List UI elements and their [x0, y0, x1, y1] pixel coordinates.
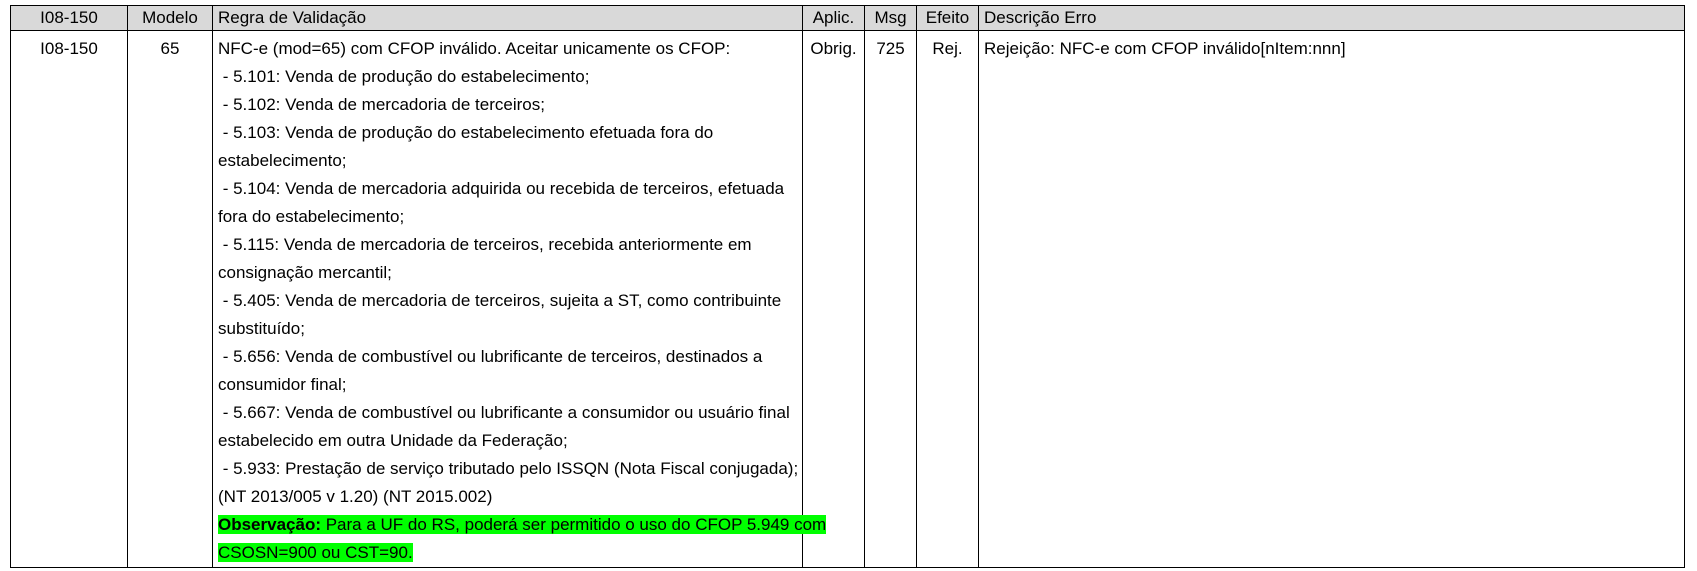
rule-line: consignação mercantil; [218, 263, 392, 282]
rule-line: - 5.405: Venda de mercadoria de terceiros, sujeita a ST, como contribuinte [218, 291, 782, 310]
validation-rules-table [10, 5, 1685, 568]
rule-line: - 5.656: Venda de combustível ou lubrificante de terceiros, destinados a [218, 347, 763, 366]
header-aplic: Aplic. [803, 6, 865, 31]
observacao-label: Observação: [218, 515, 321, 534]
cell-descricao: Rejeição: NFC-e com CFOP inválido[nItem:nnn] [979, 31, 1685, 568]
header-msg: Msg [865, 6, 917, 31]
observacao-text-2: CSOSN=900 ou CST=90. [218, 543, 413, 562]
rule-line: estabelecimento; [218, 151, 347, 170]
rule-line: - 5.667: Venda de combustível ou lubrificante a consumidor ou usuário final [218, 403, 790, 422]
rule-line: - 5.933: Prestação de serviço tributado pelo ISSQN (Nota Fiscal conjugada); [218, 459, 799, 478]
header-efeito: Efeito [917, 6, 979, 31]
header-descricao: Descrição Erro [979, 6, 1685, 31]
rule-line: (NT 2013/005 v 1.20) (NT 2015.002) [218, 487, 493, 506]
rule-line: - 5.104: Venda de mercadoria adquirida ou recebida de terceiros, efetuada [218, 179, 785, 198]
rule-line: substituído; [218, 319, 305, 338]
rule-line: - 5.102: Venda de mercadoria de terceiros; [218, 95, 545, 114]
observacao-line-2 [218, 539, 802, 567]
observacao-text-1: Para a UF do RS, poderá ser permitido o uso do CFOP 5.949 com [321, 515, 827, 534]
rule-line: - 5.103: Venda de produção do estabelecimento efetuada fora do [218, 123, 714, 142]
cell-id: I08-150 [11, 31, 128, 568]
rule-line: - 5.115: Venda de mercadoria de terceiros, recebida anteriormente em [218, 235, 752, 254]
cell-msg: 725 [865, 31, 917, 568]
header-modelo: Modelo [128, 6, 213, 31]
header-id: I08-150 [11, 6, 128, 31]
cell-modelo: 65 [128, 31, 213, 568]
rule-lines [218, 35, 802, 511]
header-row [11, 6, 1685, 31]
table-row [11, 31, 1685, 568]
cell-aplic: Obrig. [803, 31, 865, 568]
rule-line: estabelecido em outra Unidade da Federação; [218, 431, 568, 450]
cell-efeito: Rej. [917, 31, 979, 568]
rule-line: - 5.101: Venda de produção do estabelecimento; [218, 67, 590, 86]
rule-line: fora do estabelecimento; [218, 207, 405, 226]
rule-line: consumidor final; [218, 375, 347, 394]
rule-line: NFC-e (mod=65) com CFOP inválido. Aceitar unicamente os CFOP: [218, 39, 731, 58]
cell-regra [213, 31, 827, 568]
observacao-line-1 [218, 511, 827, 539]
header-regra: Regra de Validação [213, 6, 803, 31]
